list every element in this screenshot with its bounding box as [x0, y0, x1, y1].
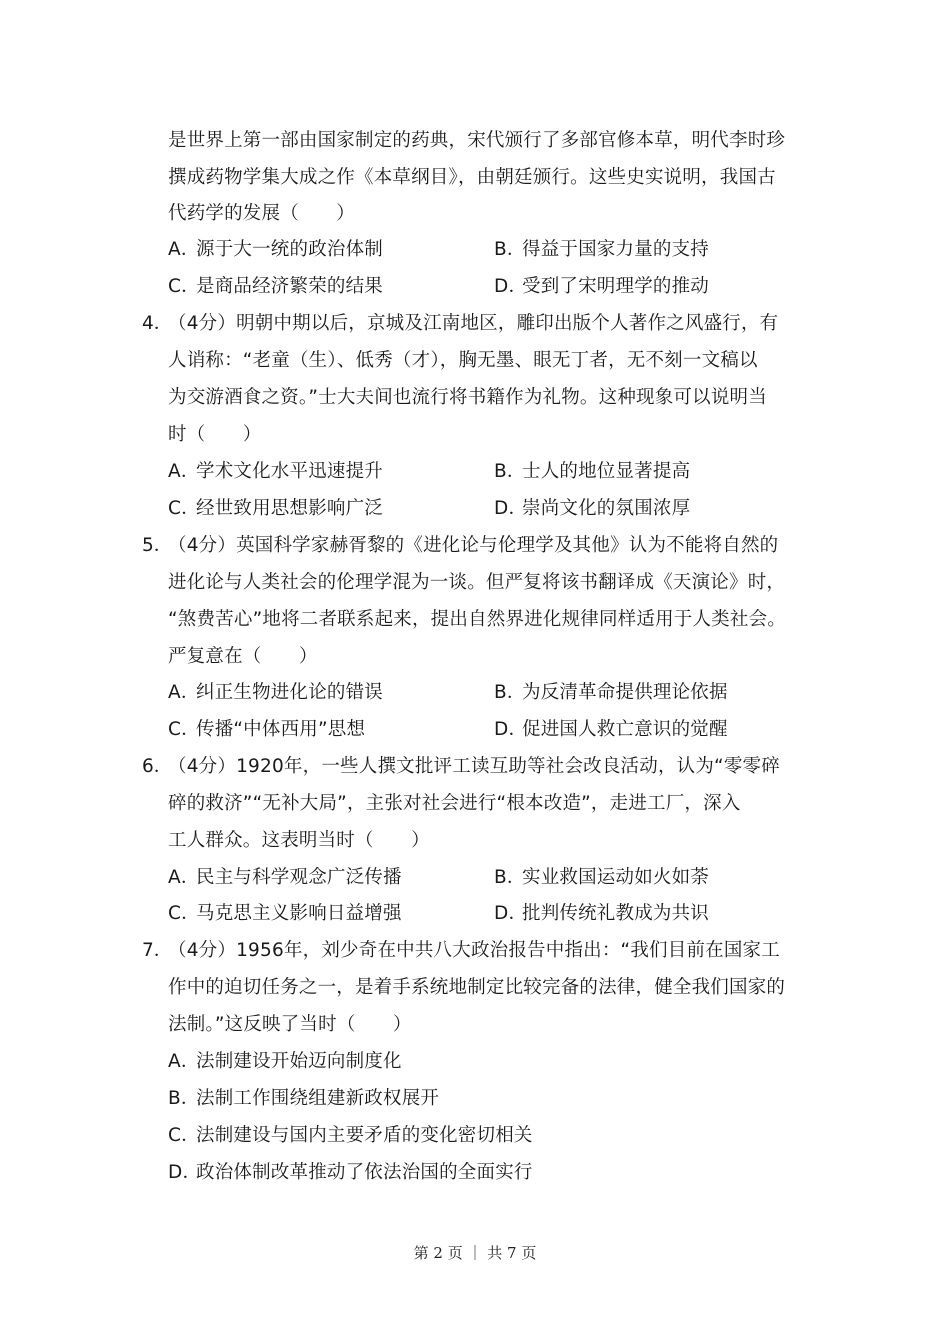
q3-option-a: [168, 237, 383, 263]
q7-line-1: （4分）1956年，刘少奇在中共八大政治报告中指出：“我们目前在国家工: [168, 940, 780, 961]
q3-line-2: 撰成药物学集大成之作《本草纲目》，由朝廷颁行。这些史实说明，我国古: [168, 167, 776, 188]
q5-line-2: 进化论与人类社会的伦理学混为一谈。但严复将该书翻译成《天演论》时，: [168, 572, 786, 593]
option-letter: B．: [494, 867, 526, 888]
option-text: 受到了宋明理学的推动: [522, 276, 710, 297]
q5-number: 5．: [142, 535, 173, 556]
q6-option-d: [494, 901, 709, 927]
q5-line-4: 严复意在（ ）: [168, 646, 318, 667]
option-letter: D．: [168, 1162, 202, 1183]
option-letter: C．: [168, 719, 200, 740]
q6-line-1: （4分）1920年，一些人撰文批评工读互助等社会改良活动，认为“零零碎: [168, 756, 780, 777]
q7-line-3: 法制。”这反映了当时（ ）: [168, 1014, 412, 1035]
option-letter: D．: [494, 498, 528, 519]
q3-line-1: 是世界上第一部由国家制定的药典，宋代颁行了多部官修本草，明代李时珍: [168, 130, 786, 151]
q4-option-d: [494, 496, 690, 522]
option-letter: C．: [168, 1125, 200, 1146]
q3-line-3: 代药学的发展（ ）: [168, 203, 356, 224]
option-text: 纠正生物进化论的错误: [196, 682, 384, 703]
q5-option-a: [168, 680, 383, 706]
option-letter: C．: [168, 276, 200, 297]
option-letter: C．: [168, 498, 200, 519]
option-text: 法制建设开始迈向制度化: [196, 1051, 402, 1072]
option-text: 学术文化水平迅速提升: [196, 461, 384, 482]
option-text: 实业救国运动如火如荼: [522, 867, 710, 888]
q7-option-a: [168, 1049, 402, 1075]
option-text: 得益于国家力量的支持: [522, 239, 710, 260]
option-text: 民主与科学观念广泛传播: [196, 867, 402, 888]
option-text: 源于大一统的政治体制: [196, 239, 384, 260]
q3-option-b: [494, 237, 709, 263]
option-letter: B．: [168, 1088, 200, 1109]
q6-line-2: 碎的救济”“无补大局”，主张对社会进行“根本改造”，走进工厂，深入: [168, 793, 741, 814]
q5-option-b: [494, 680, 728, 706]
option-text: 士人的地位显著提高: [522, 461, 691, 482]
q4-number: 4．: [142, 313, 173, 334]
option-letter: B．: [494, 239, 526, 260]
option-letter: A．: [168, 461, 200, 482]
option-text: 政治体制改革推动了依法治国的全面实行: [196, 1162, 533, 1183]
q4-line-3: 为交游酒食之资。”士大夫间也流行将书籍作为礼物。这种现象可以说明当: [168, 387, 767, 408]
q4-line-1: （4分）明朝中期以后，京城及江南地区，雕印出版个人著作之风盛行，有: [168, 313, 779, 334]
option-letter: A．: [168, 1051, 200, 1072]
q3-option-d: [494, 274, 709, 300]
q7-option-c: [168, 1123, 533, 1149]
option-letter: A．: [168, 239, 200, 260]
option-text: 马克思主义影响日益增强: [196, 903, 402, 924]
q6-number: 6．: [142, 756, 173, 777]
option-text: 为反清革命提供理论依据: [522, 682, 728, 703]
option-text: 法制工作围绕组建新政权展开: [196, 1088, 440, 1109]
option-letter: D．: [494, 903, 528, 924]
q5-option-d: [494, 717, 728, 743]
option-letter: B．: [494, 461, 526, 482]
option-letter: D．: [494, 276, 528, 297]
option-text: 经世致用思想影响广泛: [196, 498, 384, 519]
option-letter: D．: [494, 719, 528, 740]
option-text: 崇尚文化的氛围浓厚: [522, 498, 691, 519]
q4-option-b: [494, 459, 690, 485]
q6-line-3: 工人群众。这表明当时（ ）: [168, 830, 430, 851]
q7-option-b: [168, 1086, 439, 1112]
q4-option-a: [168, 459, 383, 485]
option-text: 传播“中体西用”思想: [196, 719, 366, 740]
page-footer: 第 2 页 ｜ 共 7 页: [413, 1244, 537, 1262]
q3-option-c: [168, 274, 383, 300]
q4-option-c: [168, 496, 383, 522]
q7-option-d: [168, 1160, 533, 1186]
option-letter: C．: [168, 903, 200, 924]
option-text: 是商品经济繁荣的结果: [196, 276, 384, 297]
option-letter: A．: [168, 682, 200, 703]
q7-line-2: 作中的迫切任务之一，是着手系统地制定比较完备的法律，健全我们国家的: [168, 977, 786, 998]
q7-number: 7．: [142, 940, 173, 961]
q5-line-3: “煞费苦心”地将二者联系起来，提出自然界进化规律同样适用于人类社会。: [168, 609, 786, 630]
q6-option-a: [168, 865, 402, 891]
q4-line-4: 时（ ）: [168, 424, 262, 445]
q6-option-b: [494, 865, 709, 891]
q4-line-2: 人诮称：“老童（生）、低秀（才），胸无墨、眼无丁者，无不刻一文稿以: [168, 350, 758, 371]
option-letter: B．: [494, 682, 526, 703]
option-text: 法制建设与国内主要矛盾的变化密切相关: [196, 1125, 533, 1146]
q6-option-c: [168, 901, 402, 927]
option-letter: A．: [168, 867, 200, 888]
q5-line-1: （4分）英国科学家赫胥黎的《进化论与伦理学及其他》认为不能将自然的: [168, 535, 779, 556]
option-text: 批判传统礼教成为共识: [522, 903, 710, 924]
q5-option-c: [168, 717, 365, 743]
option-text: 促进国人救亡意识的觉醒: [522, 719, 728, 740]
